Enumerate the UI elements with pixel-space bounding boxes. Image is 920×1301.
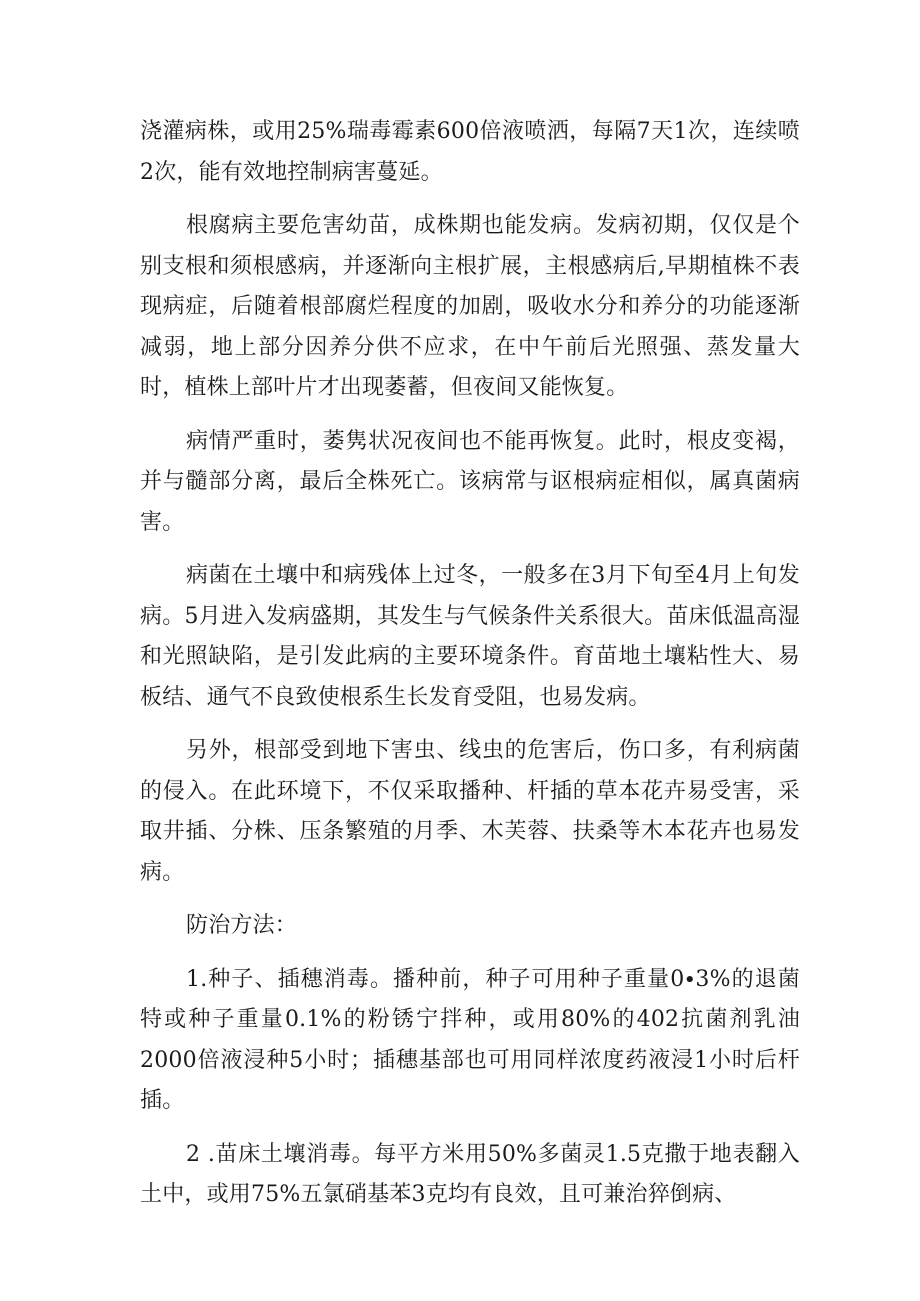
paragraph-root-rot-intro: 根腐病主要危害幼苗，成株期也能发病。发病初期，仅仅是个别支根和须根感病，并逐渐向主根扩展，主根感病后,早期植株不表现病症，后随着根部腐烂程度的加剧，吸收水分和养分的功能逐渐减弱，地上部分因养分供不应求，在中午前后光照强、蒸发量大时，植株上部叶片才出现萎蓄，但夜间又能恢复。 <box>140 213 800 400</box>
document-body <box>140 112 800 1229</box>
paragraph-pathogen-overwinter: 病菌在土壤中和病残体上过冬，一般多在3月下旬至4月上旬发病。5月进入发病盛期，其发生与气候条件关系很大。苗床低温高湿和光照缺陷，是引发此病的主要环境条件。育苗地土壤粘性大、易板结、通气不良致使根系生长发育受阻，也易发病。 <box>140 563 800 710</box>
paragraph-control-methods-heading: 防治方法： <box>186 913 298 938</box>
paragraph-severe-symptoms: 病情严重时，萎隽状况夜间也不能再恢复。此时，根皮变褐，并与髓部分离，最后全株死亡。该病常与讴根病症相似，属真菌病害。 <box>140 428 800 535</box>
paragraph-root-damage: 另外，根部受到地下害虫、线虫的危害后，伤口多，有利病菌的侵入。在此环境下，不仅采取播种、杆插的草本花卉易受害，采取井插、分株、压条繁殖的月季、木芙蓉、扶桑等木本花卉也易发病。 <box>140 738 800 885</box>
paragraph-soil-disinfection: 2 .苗床土壤消毒。每平方米用50%多菌灵1.5克撒于地表翻入土中，或用75%五氯硝基苯3克均有良效，且可兼治猝倒病、 <box>140 1141 800 1207</box>
paragraph-seed-disinfection: 1.种子、插穗消毒。播种前，种子可用种子重量0∙3%的退菌特或种子重量0.1%的粉锈宁拌种，或用80%的402抗菌剂乳油2000倍液浸种5小时；插穗基部也可用同样浓度药液浸1小时后杆插。 <box>140 966 800 1113</box>
paragraph-continuation: 浇灌病株，或用25%瑞毒霉素600倍液喷洒，每隔7天1次，连续喷2次，能有效地控制病害蔓延。 <box>140 119 800 185</box>
